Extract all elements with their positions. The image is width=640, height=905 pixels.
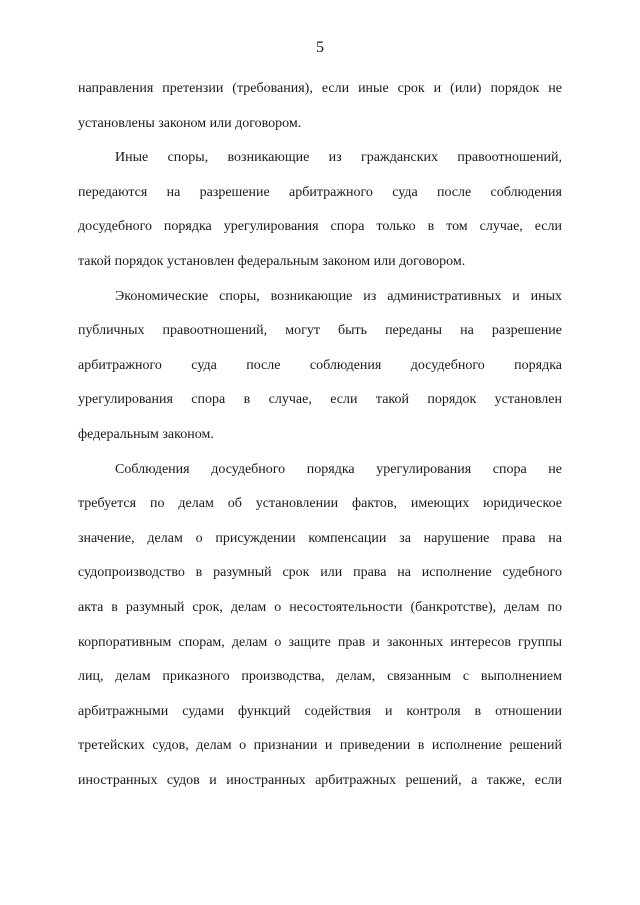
text-line: такой порядок установлен федеральным законом или договором. bbox=[78, 253, 466, 269]
text-line: публичных правоотношений, могут быть переданы на разрешение bbox=[78, 323, 562, 339]
document-body bbox=[78, 72, 562, 798]
text-line: Соблюдения досудебного порядка урегулирования спора не bbox=[115, 461, 562, 477]
text-line: арбитражного суда после соблюдения досудебного порядка bbox=[78, 357, 562, 373]
text-line: урегулирования спора в случае, если такой порядок установлен bbox=[78, 392, 562, 408]
text-line: арбитражными судами функций содействия и контроля в отношении bbox=[78, 703, 562, 719]
text-line: акта в разумный срок, делам о несостоятельности (банкротстве), делам по bbox=[78, 599, 562, 615]
page-number: 5 bbox=[316, 39, 324, 56]
text-line: досудебного порядка урегулирования спора только в том случае, если bbox=[78, 219, 562, 235]
text-line: корпоративным спорам, делам о защите прав и законных интересов группы bbox=[78, 634, 562, 650]
text-line: передаются на разрешение арбитражного суда после соблюдения bbox=[78, 184, 562, 200]
text-line: иностранных судов и иностранных арбитражных решений, а также, если bbox=[78, 772, 562, 788]
text-line: судопроизводство в разумный срок или права на исполнение судебного bbox=[78, 565, 562, 581]
text-line: Иные споры, возникающие из гражданских правоотношений, bbox=[115, 150, 562, 166]
text-line: федеральным законом. bbox=[78, 426, 214, 442]
text-line: Экономические споры, возникающие из административных и иных bbox=[115, 288, 562, 304]
text-line: значение, делам о присуждении компенсации за нарушение права на bbox=[78, 530, 562, 546]
text-line: лиц, делам приказного производства, делам, связанным с выполнением bbox=[78, 669, 562, 685]
text-line: установлены законом или договором. bbox=[78, 115, 302, 131]
text-line: требуется по делам об установлении фактов, имеющих юридическое bbox=[78, 496, 562, 512]
text-line: третейских судов, делам о признании и приведении в исполнение решений bbox=[78, 738, 562, 754]
text-line: направления претензии (требования), если иные срок и (или) порядок не bbox=[78, 81, 562, 96]
